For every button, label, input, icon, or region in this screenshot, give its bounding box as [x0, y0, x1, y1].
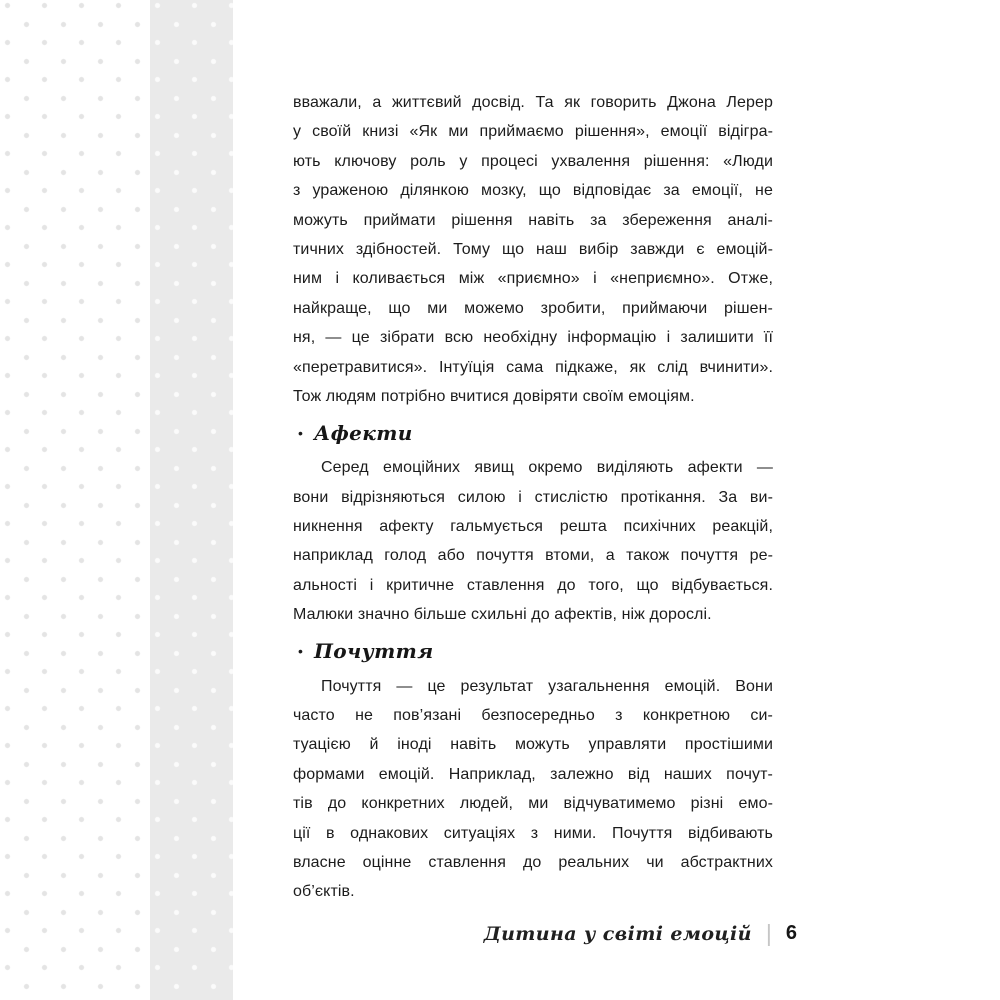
text-line: вважали, а життєвий досвід. Та як говорить Джона Лерер [293, 94, 773, 111]
bullet-icon: • [298, 642, 304, 659]
page-footer [484, 922, 797, 945]
text-line: Малюки значно більше схильні до афектів, ніж дорослі. [293, 606, 712, 624]
text-line: ції в однакових ситуаціях з ними. Почуття відбивають [293, 824, 773, 842]
paragraph [293, 453, 773, 629]
text-line: никнення афекту гальмується решта психічних реакцій, [293, 518, 773, 536]
text-line: туацією й іноді навіть можуть управляти простішими [293, 736, 773, 754]
text-line: часто не пов’язані безпосередньо з конкретною си- [293, 707, 773, 725]
section-heading [293, 638, 773, 666]
text-line: об’єктів. [293, 883, 355, 901]
footer-book-title: Дитина у світі емоцій [483, 922, 752, 945]
text-line: Тож людям потрібно вчитися довіряти своїм емоціям. [293, 387, 695, 405]
text-line: тів до конкретних людей, ми відчуватимемо різні емо- [293, 795, 773, 813]
text-line: тичних здібностей. Тому що наш вибір завжди є емоцій- [293, 240, 773, 258]
text-line: альності і критичне ставлення до того, що відбувається. [293, 576, 773, 594]
text-line: формами емоцій. Наприклад, залежно від наших почут- [293, 765, 773, 783]
text-line: наприклад голод або почуття втоми, а також почуття ре- [293, 547, 773, 565]
text-line: можуть приймати рішення навіть за збереження аналі- [293, 211, 773, 229]
section-heading [293, 419, 773, 447]
text-line: Серед емоційних явищ окремо виділяють афекти — [321, 459, 773, 477]
text-line: з ураженою ділянкою мозку, що відповідає за емоції, не [293, 182, 773, 200]
footer-divider: | [765, 920, 772, 946]
left-margin-dots-pattern [0, 0, 150, 1000]
left-band-dots-pattern [150, 0, 233, 1000]
text-line: ним і коливається між «приємно» і «неприємно». Отже, [293, 270, 773, 288]
section-heading-text: Афекти [314, 420, 413, 445]
page-content [293, 88, 773, 907]
text-line: ють ключову роль у процесі ухвалення рішення: «Люди [293, 152, 773, 170]
text-line: Почуття — це результат узагальнення емоцій. Вони [321, 677, 773, 695]
text-line: у своїй книзі «Як ми приймаємо рішення», емоції відігра- [293, 123, 773, 141]
text-line: «перетравитися». Інтуїція сама підкаже, як слід вчинити». [293, 358, 773, 376]
section-heading-text: Почуття [314, 638, 434, 663]
text-line: ня, — це зібрати всю необхідну інформацію і залишити її [293, 329, 773, 347]
text-line: вони відрізняються силою і стислістю протікання. За ви- [293, 488, 773, 506]
bullet-icon: • [298, 424, 304, 441]
text-line: власне оцінне ставлення до реальних чи абстрактних [293, 853, 773, 871]
paragraph [293, 88, 773, 411]
page-number: 6 [785, 922, 797, 944]
text-line: найкраще, що ми можемо зробити, приймаючи рішен- [293, 299, 773, 317]
paragraph [293, 672, 773, 907]
